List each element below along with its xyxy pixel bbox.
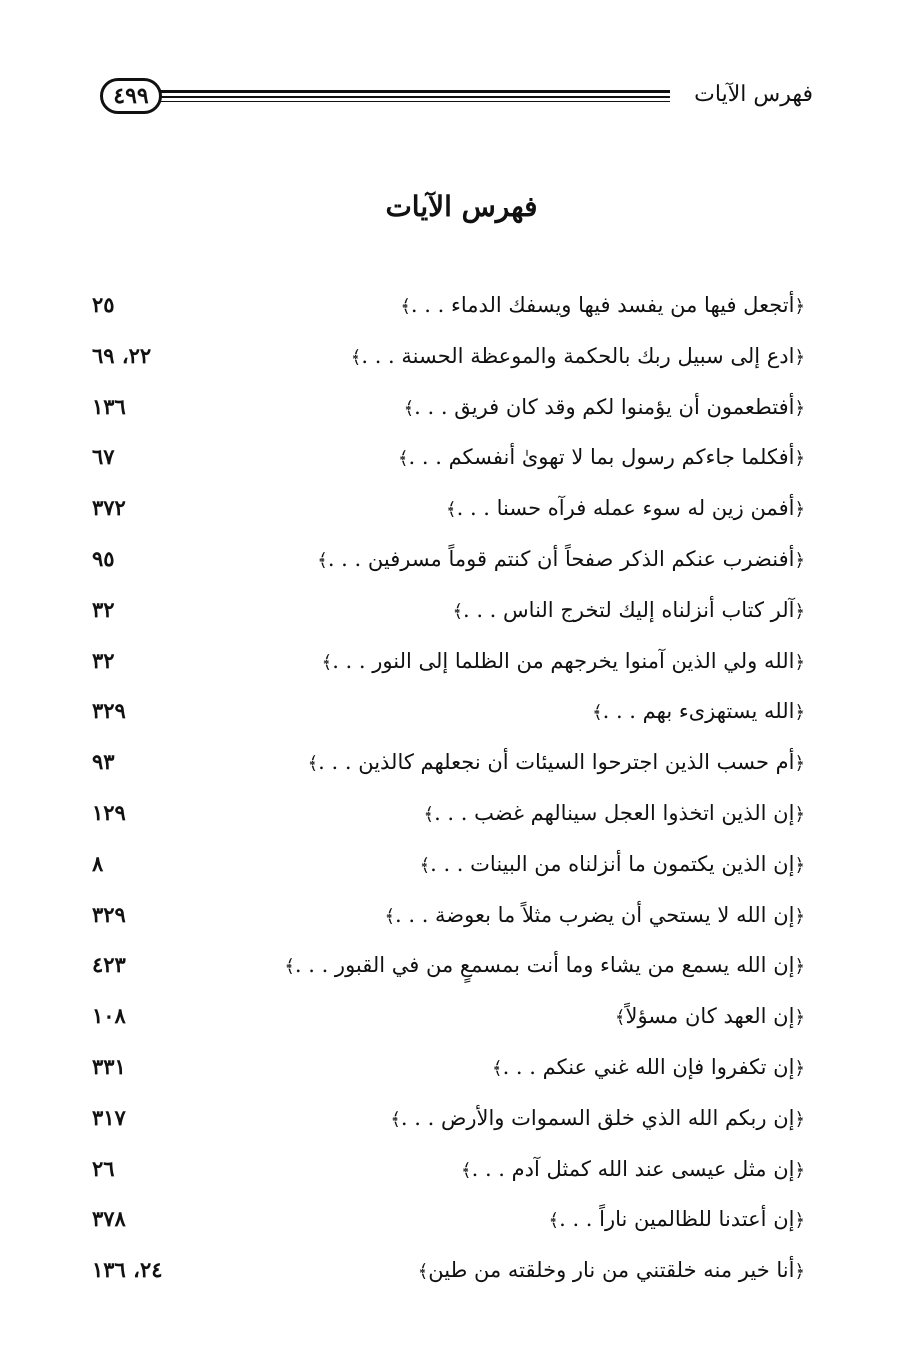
quran-bracket-close-icon: ﴾ (350, 346, 362, 368)
page-refs-cell (92, 1152, 202, 1186)
quran-bracket-open-icon: ﴿ (794, 1159, 805, 1181)
verse-index-list (0, 288, 923, 1304)
page-title: فهرس الآيات (385, 190, 538, 223)
quran-bracket-close-icon: ﴾ (397, 448, 409, 470)
page-refs: ٣٧٢ (92, 495, 126, 521)
verse-label: ادع إلى سبيل ربك بالحكمة والموعظة الحسنة . . . (361, 343, 795, 368)
verse-label: إن ربكم الله الذي خلق السموات والأرض . . . (400, 1105, 795, 1130)
page-refs: ٦٧ (92, 444, 115, 470)
quran-bracket-close-icon: ﴾ (614, 1007, 626, 1029)
page-refs: ٣٢٩ (92, 698, 126, 724)
page-refs: ٣٣١ (92, 1053, 126, 1079)
index-row (0, 745, 923, 796)
verse-label: الله ولي الذين آمنوا يخرجهم من الظلما إلى النور . . . (332, 648, 795, 673)
verse-text (420, 847, 805, 883)
quran-bracket-close-icon: ﴾ (548, 1210, 560, 1232)
page-number: ٤٩٩ (100, 78, 162, 114)
quran-bracket-close-icon: ﴾ (417, 1261, 429, 1283)
page-refs-cell (92, 288, 202, 322)
verse-label: إن مثل عيسى عند الله كمثل آدم . . . (471, 1156, 795, 1181)
verse-label: أفمن زين له سوء عمله فرآه حسنا . . . (456, 496, 795, 521)
quran-bracket-open-icon: ﴿ (794, 549, 805, 571)
index-row (0, 948, 923, 999)
quran-bracket-open-icon: ﴿ (794, 448, 805, 470)
quran-bracket-open-icon: ﴿ (794, 397, 805, 419)
verse-label: إن الذين اتخذوا العجل سينالهم غضب . . . (434, 800, 795, 825)
quran-bracket-close-icon: ﴾ (592, 702, 603, 724)
verse-text (404, 390, 805, 426)
page-refs-cell (92, 1202, 202, 1236)
verse-label: أفنضرب عنكم الذكر صفحاً أن كنتم قوماً مسرفين . . . (327, 546, 795, 571)
quran-bracket-open-icon: ﴿ (794, 702, 805, 724)
page-refs: ٢٥ (92, 292, 115, 317)
running-header-title: فهرس الآيات (694, 82, 813, 107)
quran-bracket-open-icon: ﴿ (794, 346, 805, 368)
verse-text (418, 1253, 805, 1289)
verse-label: إن أعتدنا للظالمين ناراً . . . (559, 1207, 795, 1232)
quran-bracket-open-icon: ﴿ (794, 1261, 805, 1283)
index-row (0, 898, 923, 949)
quran-bracket-close-icon: ﴾ (403, 397, 415, 419)
page-refs: ٢٤، ١٣٦ (92, 1257, 163, 1283)
page-refs-cell (92, 440, 202, 474)
page-refs: ١٠٨ (92, 1003, 126, 1029)
quran-bracket-close-icon: ﴾ (419, 854, 431, 876)
verse-label: إن الذين يكتمون ما أنزلناه من البينات . . . (430, 851, 795, 876)
verse-text (400, 288, 805, 324)
verse-text (317, 542, 805, 578)
page-refs-cell (92, 694, 202, 728)
verse-label: إن تكفروا فإن الله غني عنكم . . . (502, 1054, 795, 1079)
verse-text (446, 491, 805, 527)
index-row (0, 491, 923, 542)
index-row (0, 999, 923, 1050)
index-row (0, 593, 923, 644)
page-refs-cell (92, 796, 202, 830)
page-refs: ٨ (92, 850, 104, 876)
index-row (0, 339, 923, 390)
page-refs-cell (92, 898, 202, 932)
quran-bracket-close-icon: ﴾ (284, 956, 295, 978)
quran-bracket-open-icon: ﴿ (794, 1210, 805, 1232)
index-row (0, 390, 923, 441)
verse-text (284, 948, 805, 984)
quran-bracket-close-icon: ﴾ (384, 905, 395, 927)
verse-text (308, 745, 805, 781)
verse-text (322, 644, 805, 680)
page-refs-cell (92, 1101, 202, 1135)
page-refs: ٣٢ (92, 647, 115, 673)
page-refs-cell (92, 593, 202, 627)
page-refs: ٢٦ (92, 1155, 115, 1181)
quran-bracket-close-icon: ﴾ (390, 1108, 401, 1130)
index-row (0, 1253, 923, 1304)
verse-text (390, 1101, 805, 1137)
verse-label: إن العهد كان مسؤلاً (625, 1004, 795, 1029)
verse-label: أنا خير منه خلقتني من نار وخلقته من طين (428, 1258, 795, 1283)
header-rule (160, 90, 670, 93)
verse-text (398, 440, 805, 476)
quran-bracket-close-icon: ﴾ (307, 753, 319, 775)
page-refs-cell (92, 542, 202, 576)
verse-label: إن الله لا يستحي أن يضرب مثلاً ما بعوضة . . . (395, 902, 795, 927)
quran-bracket-close-icon: ﴾ (452, 600, 463, 622)
page-refs: ٣٢ (92, 596, 115, 622)
index-row (0, 847, 923, 898)
page-refs: ٩٣ (92, 749, 115, 775)
page-refs-cell (92, 644, 202, 678)
page-refs: ٤٢٣ (92, 952, 126, 978)
page-refs: ٣٧٨ (92, 1206, 126, 1232)
page-refs-cell (92, 339, 202, 373)
quran-bracket-open-icon: ﴿ (794, 499, 805, 521)
page-refs: ٩٥ (92, 545, 115, 571)
page-refs: ٣٢٩ (92, 901, 126, 927)
quran-bracket-close-icon: ﴾ (321, 651, 333, 673)
verse-text (351, 339, 805, 375)
verse-label: آلر كتاب أنزلناه إليك لتخرج الناس . . . (462, 597, 795, 622)
index-row (0, 694, 923, 745)
index-row (0, 542, 923, 593)
quran-bracket-open-icon: ﴿ (794, 1108, 805, 1130)
verse-text (592, 694, 805, 730)
index-row (0, 1202, 923, 1253)
index-row (0, 1152, 923, 1203)
verse-label: إن الله يسمع من يشاء وما أنت بمسمعٍ من في القبور . . . (294, 953, 795, 978)
verse-text (615, 999, 805, 1035)
page-refs: ٣١٧ (92, 1104, 126, 1130)
verse-text (549, 1202, 805, 1238)
quran-bracket-close-icon: ﴾ (317, 549, 328, 571)
header-rule (160, 96, 670, 98)
quran-bracket-open-icon: ﴿ (794, 651, 805, 673)
index-row (0, 288, 923, 339)
quran-bracket-open-icon: ﴿ (794, 1007, 805, 1029)
verse-label: أفكلما جاءكم رسول بما لا تهوىٰ أنفسكم . . . (408, 445, 795, 470)
page-refs: ٢٢، ٦٩ (92, 342, 152, 368)
quran-bracket-open-icon: ﴿ (794, 1057, 805, 1079)
quran-bracket-open-icon: ﴿ (794, 600, 805, 622)
quran-bracket-close-icon: ﴾ (400, 296, 411, 317)
quran-bracket-open-icon: ﴿ (794, 803, 805, 825)
verse-text (384, 898, 805, 934)
page-refs-cell (92, 948, 202, 982)
page-refs-cell (92, 1253, 202, 1287)
page-refs-cell (92, 1050, 202, 1084)
index-row (0, 644, 923, 695)
verse-text (452, 593, 805, 629)
verse-text (424, 796, 805, 832)
verse-label: أفتطعمون أن يؤمنوا لكم وقد كان فريق . . . (414, 394, 795, 419)
verse-label: أم حسب الذين اجترحوا السيئات أن نجعلهم كالذين . . . (318, 750, 795, 775)
quran-bracket-close-icon: ﴾ (423, 803, 435, 825)
quran-bracket-open-icon: ﴿ (794, 956, 805, 978)
verse-label: الله يستهزىء بهم . . . (602, 699, 795, 724)
page-refs: ١٢٩ (92, 799, 126, 825)
quran-bracket-close-icon: ﴾ (446, 499, 457, 521)
verse-text (461, 1152, 805, 1188)
page-refs-cell (92, 390, 202, 424)
quran-bracket-open-icon: ﴿ (794, 296, 805, 317)
quran-bracket-close-icon: ﴾ (461, 1159, 472, 1181)
index-row (0, 1101, 923, 1152)
verse-label: أتجعل فيها من يفسد فيها ويسفك الدماء . . . (410, 293, 795, 317)
index-row (0, 440, 923, 491)
quran-bracket-open-icon: ﴿ (794, 854, 805, 876)
page-refs-cell (92, 745, 202, 779)
quran-bracket-close-icon: ﴾ (492, 1057, 503, 1079)
page-refs-cell (92, 491, 202, 525)
page-refs-cell (92, 847, 202, 881)
verse-text (492, 1050, 805, 1086)
header-rule (160, 101, 670, 102)
quran-bracket-open-icon: ﴿ (794, 905, 805, 927)
quran-bracket-open-icon: ﴿ (794, 753, 805, 775)
page-refs-cell (92, 999, 202, 1033)
index-row (0, 1050, 923, 1101)
index-row (0, 796, 923, 847)
page-refs: ١٣٦ (92, 393, 126, 419)
